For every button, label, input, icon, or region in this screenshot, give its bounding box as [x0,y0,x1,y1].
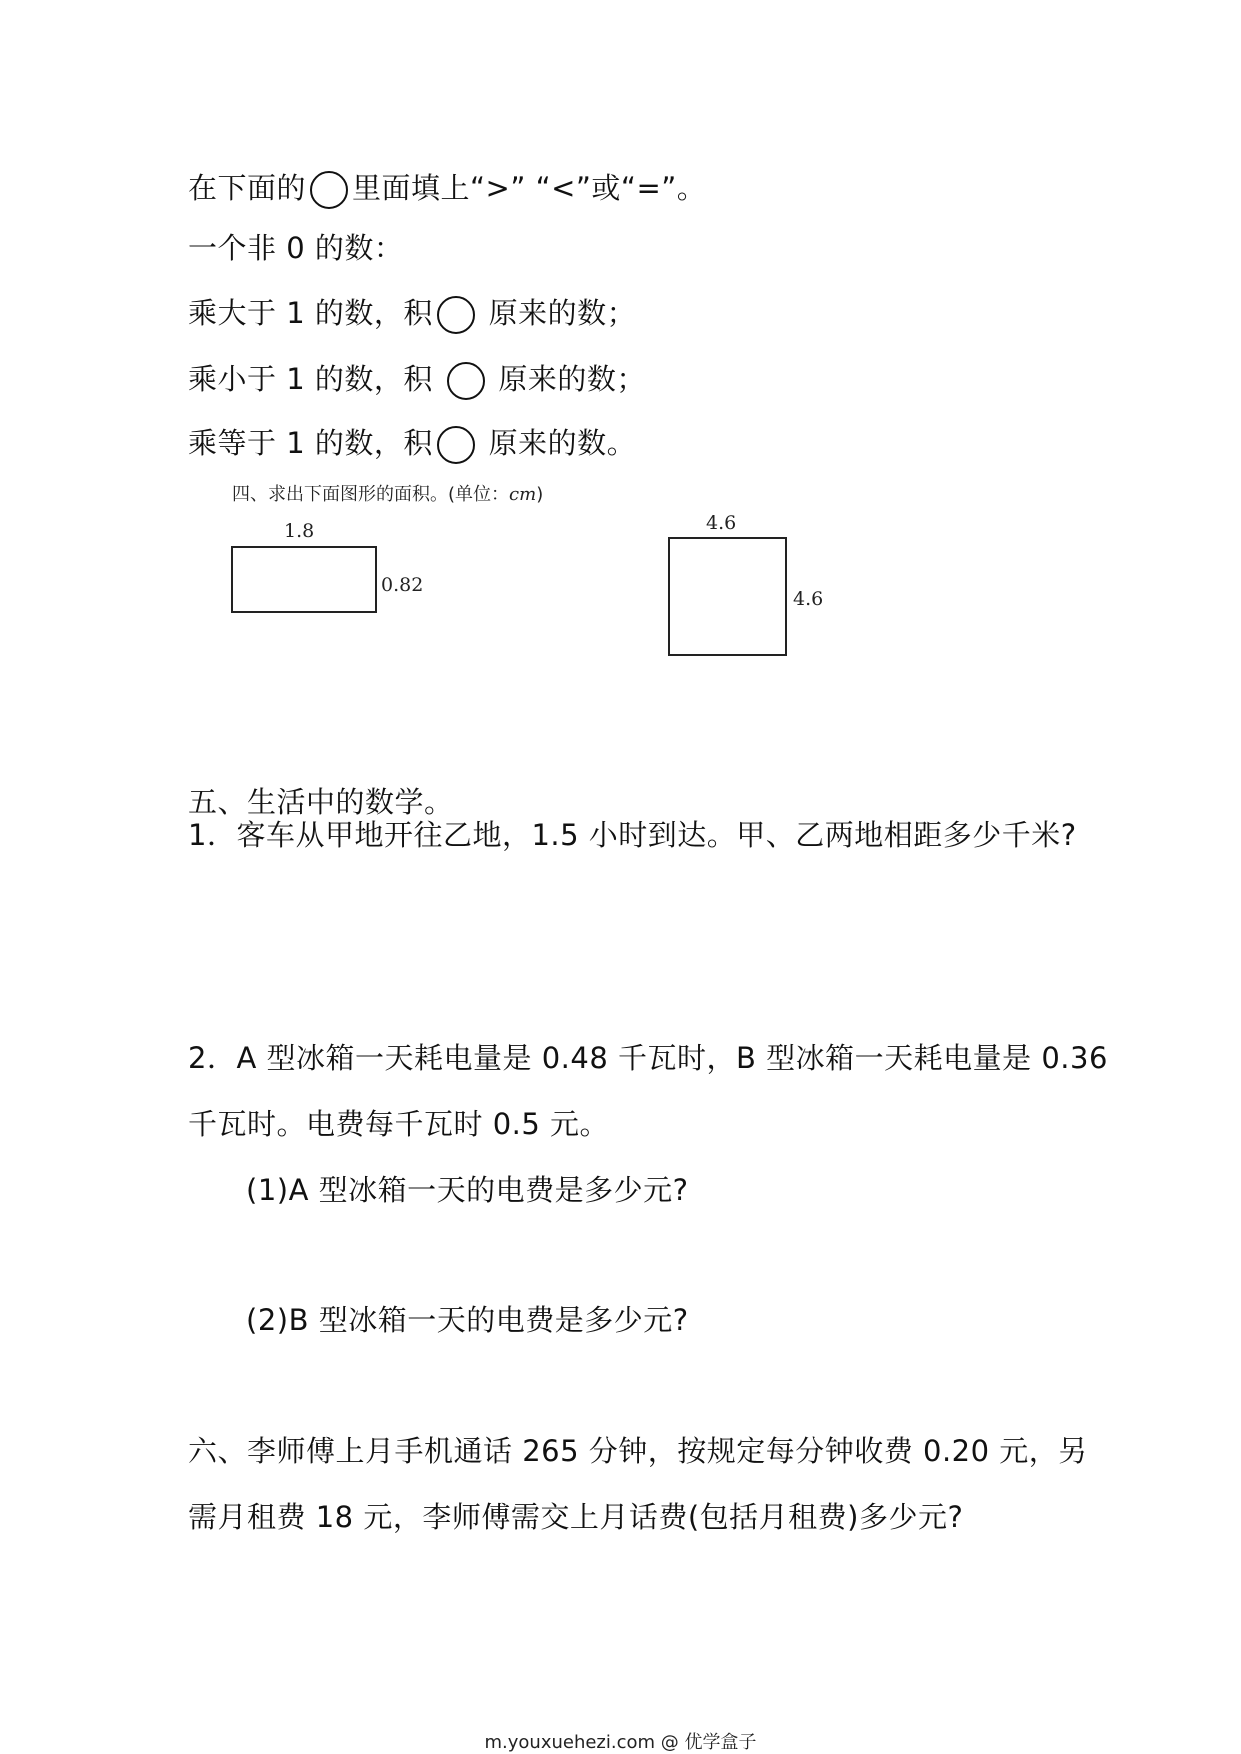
rect-height-label: 0.82 [381,574,424,596]
life-heading: 五、生活中的数学。 [188,785,454,819]
answer-circle-1[interactable] [437,296,475,334]
rect-width-label: 1.8 [284,520,315,542]
compare-row [188,293,636,334]
question-2-line2: 千瓦时。电费每千瓦时 0.5 元。 [188,1107,610,1141]
square-width-label: 4.6 [706,512,737,534]
compare-row [188,423,636,464]
compare-row [188,359,646,400]
compare-row-after: 原来的数。 [488,426,637,460]
rectangle-figure [231,546,377,613]
compare-intro: 一个非 0 的数： [188,231,404,265]
question-6-line2: 需月租费 18 元，李师傅需交上月话费(包括月租费)多少元? [188,1500,964,1534]
question-1: 1．客车从甲地开往乙地，1.5 小时到达。甲、乙两地相距多少千米? [188,818,1077,852]
square-figure [668,537,787,656]
compare-title [188,168,706,209]
square-height-label: 4.6 [793,588,824,610]
compare-row-after: 原来的数； [498,362,646,396]
compare-title-before: 在下面的 [188,171,307,205]
area-title [232,480,543,506]
area-title-close: ) [536,484,544,505]
compare-row-before: 乘大于 1 的数，积 [188,296,433,330]
answer-circle-2[interactable] [447,362,485,400]
compare-title-after: 里面填上“>” “<”或“=”。 [352,171,707,205]
footer-watermark: m.youxuehezi.com @ 优学盒子 [484,1732,757,1753]
question-2-line1: 2．A 型冰箱一天耗电量是 0.48 千瓦时，B 型冰箱一天耗电量是 0.36 [188,1041,1108,1075]
question-2-sub2: (2)B 型冰箱一天的电费是多少元? [246,1303,689,1337]
question-2-sub1: (1)A 型冰箱一天的电费是多少元? [246,1173,689,1207]
area-unit: cm [509,484,537,505]
area-title-text: 四、求出下面图形的面积。(单位： [232,484,510,505]
answer-circle-icon [310,171,348,209]
answer-circle-3[interactable] [437,426,475,464]
compare-row-before: 乘小于 1 的数，积 [188,362,433,396]
compare-row-after: 原来的数； [488,296,637,330]
compare-row-before: 乘等于 1 的数，积 [188,426,433,460]
question-6-line1: 六、李师傅上月手机通话 265 分钟，按规定每分钟收费 0.20 元，另 [188,1434,1088,1468]
